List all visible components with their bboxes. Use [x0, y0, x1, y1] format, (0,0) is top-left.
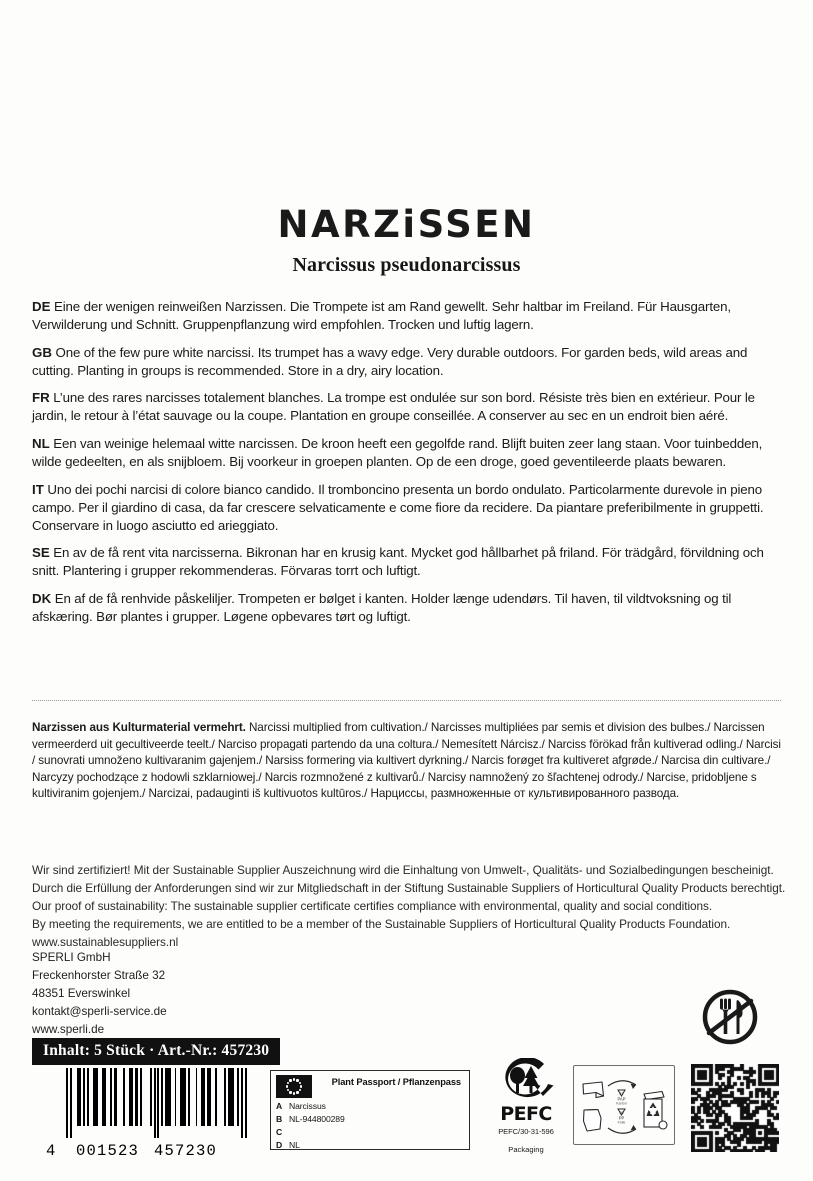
lang-code-nl: NL	[32, 435, 50, 451]
description-nl	[32, 435, 781, 471]
description-it	[32, 481, 781, 535]
pp-key-c: C	[276, 1126, 283, 1137]
description-text-nl: Een van weinige helemaal witte narcissen. De kroon heeft een gegolfde rand. Blijft buiten zeer lang staan. Voor tuinbedden, wilde gedeelten, en als snijbloem. Bij voorkeur in groepen planten. Op de een droge, goed geventileerde plaats bewaren.	[32, 435, 763, 470]
no-food-contact-icon	[694, 986, 766, 1048]
barcode-digits	[44, 1140, 259, 1160]
description-text-gb: One of the few pure white narcissi. Its trumpet has a wavy edge. Very durable outdoors. For garden beds, wild areas and cutting. Planting in groups is recommended. Store in a dry, airy location.	[32, 344, 748, 378]
barcode-first-digit: 4	[46, 1142, 57, 1160]
pefc-code: PEFC/30-31-596	[498, 1127, 554, 1136]
svg-text:PP: PP	[618, 1115, 625, 1121]
lang-code-it: IT	[32, 481, 44, 497]
lang-code-gb: GB	[32, 344, 52, 360]
description-de	[32, 298, 781, 334]
svg-text:PAP: PAP	[617, 1096, 626, 1102]
eu-flag-icon	[276, 1075, 312, 1098]
address-company: SPERLI GmbH	[32, 951, 111, 964]
address-city: 48351 Everswinkel	[32, 986, 131, 1000]
cultivation-text: Narcissi multiplied from cultivation./ Narcisses multipliées par semis et division des bulbes./ Narcissen vermeerderd uit gecultiveerde teelt./ Narciso propagati partendo da una coltura./ Nemesített Nárcisz./ Narciss förökad från kultiverad odling./ Narcisi / sunovrati umnoženo kultivaranim gajenjem./ Narsiss formering via kultivert dyrkning./ Narcis forøget fra kultiveret afgrøde./ Narcisa din cultivare./ Narcyzy pochodzące z hodowli szklarniowej./ Narcis rozmnožené z kultivarů./ Narcisy namnožený zo šľachtenej odrody./ Narcise, pridobljene s kultiviranim gojenjem./ Narcizai, padauginti iš kultivuotos kultūros./ Нарциссы, размноженные от культивированного разводa.	[32, 721, 781, 801]
description-se	[32, 544, 781, 580]
cultivation-lead: Narzissen aus Kulturmaterial vermehrt.	[32, 721, 246, 734]
title-block	[0, 203, 813, 277]
address-email: kontakt@sperli-service.de	[32, 1004, 167, 1018]
pp-key-b: B	[276, 1113, 283, 1124]
description-text-dk: En af de få renhvide påskeliljer. Trompeten er bølget i kanten. Holder længe udendørs. Til haven, til vildtvoksning og til afskæring. Bør plantes i grupper. Løgene opbevares tørt og luftigt.	[32, 591, 732, 625]
description-text-fr: L’une des rares narcisses totalement blanches. La trompe est ondulée sur son bord. Résiste très bien en extérieur. Pour le jardin, le retour à l’état sauvage ou la coupe. Plantation en groupe conseillée. A conserver au sec en un endroit bien aéré.	[32, 390, 755, 424]
plant-passport-row-a	[276, 1100, 463, 1113]
qr-code-icon[interactable]	[691, 1064, 779, 1152]
description-text-de: Eine der wenigen reinweißen Narzissen. Die Trompete ist am Rand gewellt. Sehr haltbar im Freiland. Für Hausgarten, Verwilderung und Schnitt. Gruppenpflanzung wird empfohlen. Trocken und luftig lagern.	[32, 299, 731, 333]
plant-passport-title: Plant Passport / Pflanzenpass	[331, 1077, 461, 1087]
product-latin-name: Narcissus pseudonarcissus	[292, 254, 521, 276]
description-gb	[32, 344, 781, 380]
plant-passport-row-c	[276, 1126, 463, 1139]
description-dk	[32, 590, 781, 626]
certification-line-3: Our proof of sustainability: The sustainable supplier certificate certifies compliance with environmental, quality and social conditions.	[32, 898, 713, 913]
lang-code-de: DE	[32, 299, 51, 314]
certification-line-4: By meeting the requirements, we are entitled to be a member of the Sustainable Suppliers of Horticultural Quality Products Foundation.	[32, 916, 731, 931]
plant-passport-row-d	[276, 1139, 463, 1152]
pefc-block	[487, 1058, 565, 1154]
lang-code-se: SE	[32, 545, 50, 561]
description-fr	[32, 389, 781, 425]
certification-block	[32, 862, 786, 952]
recycling-diagram-box	[573, 1065, 675, 1145]
barcode-bars	[66, 1068, 247, 1138]
no-food-contact-block	[694, 986, 766, 1048]
pefc-logo-icon	[495, 1058, 557, 1104]
description-text-it: Uno dei pochi narcisi di colore bianco candido. Il tromboncino presenta un bordo ondulato. Particolarmente durevole in pieno campo. Per il giardino di casa, da far crescere selvaticamente e come fiore da recidere. Da piantare preferibilmente in gruppetti. Conservare in luogo asciutto ed arieggiato.	[32, 481, 764, 533]
barcode-left-group: 001523	[76, 1142, 140, 1160]
svg-text:Folie: Folie	[617, 1120, 626, 1125]
content-article-badge: Inhalt: 5 Stück · Art.-Nr.: 457230	[32, 1038, 280, 1065]
dotted-divider	[32, 700, 781, 701]
recycling-diagram-icon	[574, 1066, 674, 1144]
plant-passport-box	[270, 1070, 470, 1150]
lang-code-fr: FR	[32, 390, 50, 406]
svg-text:05: 05	[619, 1111, 624, 1116]
pp-value-b: NL-944800289	[289, 1113, 345, 1124]
svg-text:21: 21	[619, 1092, 624, 1097]
description-text-se: En av de få rent vita narcisserna. Bikronan har en krusig kant. Mycket god hållbarhet på friland. För trädgård, förvildning och snitt. Plantering i grupper rekommenderas. Förvaras torrt och luftigt.	[32, 545, 764, 579]
address-street: Freckenhorster Straße 32	[32, 968, 166, 982]
certification-website: www.sustainablesuppliers.nl	[32, 934, 179, 949]
ean13-barcode	[44, 1068, 259, 1160]
pp-value-d: NL	[289, 1139, 300, 1150]
certification-line-1: Wir sind zertifiziert! Mit der Sustainable Supplier Auszeichnung wird die Einhaltung von Umwelt-, Qualitäts- und Sozialbedingungen bescheinigt.	[32, 863, 774, 877]
qr-code-block[interactable]	[691, 1064, 779, 1152]
plant-passport-row-b	[276, 1113, 463, 1126]
cultivation-note	[32, 720, 783, 803]
svg-text:Karton: Karton	[616, 1101, 627, 1106]
pefc-subtitle: Packaging	[508, 1145, 544, 1154]
page-title: NARZiSSEN	[277, 203, 536, 246]
plant-passport-rows	[276, 1100, 463, 1152]
address-website: www.sperli.de	[32, 1022, 105, 1036]
pp-value-a: Narcissus	[289, 1101, 326, 1111]
barcode-right-group: 457230	[154, 1142, 218, 1160]
pp-key-a: A	[276, 1101, 283, 1111]
lang-code-dk: DK	[32, 591, 52, 607]
plant-passport-header	[276, 1075, 463, 1099]
pefc-wordmark: PEFC	[500, 1103, 552, 1125]
company-address	[32, 949, 167, 1038]
certification-line-2: Durch die Erfüllung der Anforderungen sind wir zur Mitgliedschaft in der Stiftung Sustainable Suppliers of Horticultural Quality Products berechtigt.	[32, 880, 786, 895]
pp-key-d: D	[276, 1139, 283, 1150]
description-list	[32, 298, 781, 626]
